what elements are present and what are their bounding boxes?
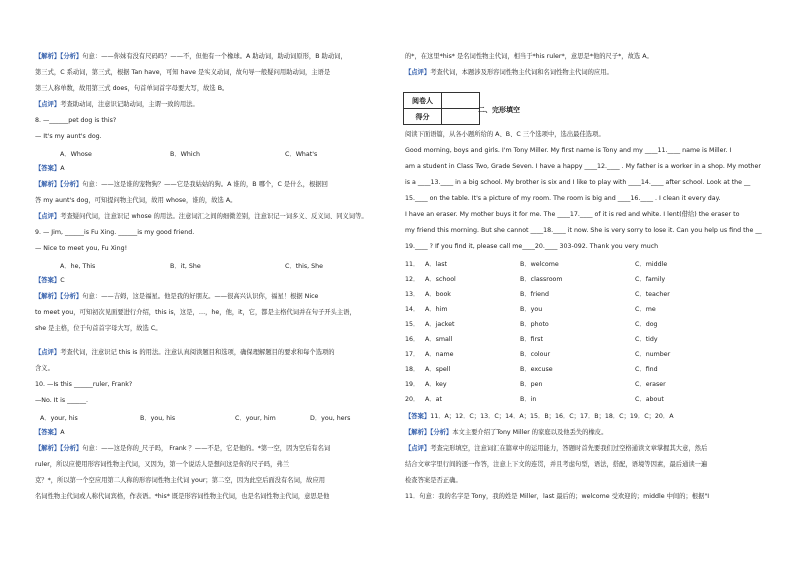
option-choice: A．name [425, 351, 454, 358]
text-line: 名词性物主代词或人称代词宾格，作表语。*his* 既是形容词性物主代词，也是名词性物主代词，意思是他 [35, 493, 330, 500]
option-choice: B．first [520, 336, 543, 343]
option-choice: C．teacher [635, 291, 670, 298]
annotation-line: 【点评】考查完形填空，注意词汇在篇章中的运用能力，答题时首先要我们过空格通读文章掌握其大意，然后 [405, 445, 708, 452]
text-line: 含义。 [35, 365, 54, 372]
label-tag: 【点评】 [405, 445, 431, 452]
annotation-line: 【解析】【分析】句意：——这是谁的宠物狗？——它是我姑姑的狗。A 谁的，B 哪个，C 是什么，根据回 [35, 181, 328, 188]
text-line: she 是主格，位于句首首字母大写，故选 C。 [35, 325, 162, 332]
annotation-line: 【答案】11．A；12．C；13．C；14．A；15．B；16．C；17．B；18．C；19．C；20．A [405, 413, 674, 420]
option-choice: A．small [425, 336, 453, 343]
option-choice: A．Whose [60, 151, 92, 158]
text-line: 9. — Jim, ______is Fu Xing. ______is my good friend. [35, 229, 195, 236]
score-label: 得分 [404, 109, 442, 125]
score-box [403, 92, 480, 125]
option-choice: B．it, She [170, 263, 201, 270]
option-choice: C．What's [285, 151, 318, 158]
option-choice: C．number [635, 351, 671, 358]
option-choice: B．welcome [520, 261, 559, 268]
left-column [0, 0, 380, 562]
text-line: am a student in Class Two, Grade Seven. I have a happy ____12.____ . My father is a worker in a shop. My mother [405, 163, 761, 170]
text-line: 10. —Is this ______ruler, Frank? [35, 381, 133, 388]
question-number: 18． [405, 366, 420, 373]
annotation-line: 【点评】考查疑问代词，注意识记 whose 的用法。注意词汇之间的细微差别，注意识记一词多义、反义词、同义词等。 [35, 213, 368, 220]
option-choice: B．colour [520, 351, 551, 358]
option-choice: A．jacket [425, 321, 455, 328]
option-choice: C．this, She [285, 263, 324, 270]
option-choice: C．tidy [635, 336, 658, 343]
annotation-line: 【答案】C [35, 277, 65, 284]
label-tag: 【点评】 [35, 213, 61, 220]
option-choice: B．you [520, 306, 543, 313]
option-choice: A．last [425, 261, 447, 268]
option-choice: C．dog [635, 321, 658, 328]
text-line: 11．句意：我的名字是 Tony，我的姓是 Miller，last 最后的；welcome 受欢迎的；middle 中间的；根据"I [405, 493, 710, 500]
annotation-line: 【点评】考查代词，注意识记 this is 的用法。注意认真阅读题目和选项，确保理解题目的要求和每个选项的 [35, 349, 335, 356]
label-tag: 【答案】 [35, 165, 61, 172]
label-tag: 【解析】【分析】 [35, 53, 83, 60]
annotation-line: 【解析】【分析】本文主要介绍了Tony Miller 的家庭以及他丢失的橡皮。 [405, 429, 608, 436]
text-line: 的*，在这里*his* 是名词性物主代词，相当于*his ruler*，意思是*他的尺子*，故选 A。 [405, 53, 653, 60]
question-number: 13． [405, 291, 420, 298]
option-choice: C．find [635, 366, 658, 373]
option-choice: B．pen [520, 381, 543, 388]
question-number: 15． [405, 321, 420, 328]
text-line: 15.____ on the table. It's a picture of my room. The room is big and ____16.____ . I clean it every day. [405, 195, 721, 202]
annotation-line: 【解析】【分析】句意：——吉姆，这是福星。他是我的好朋友。——很高兴认识你，福星！根据 Nice [35, 293, 319, 300]
text-line: 19.____ ? If you find it, please call me____20.____ 303-092. Thank you very much [405, 243, 659, 250]
text-line: my friend this morning. But she cannot ____18.____ it now. She is very sorry to lose it. Can you help us find the __ [405, 227, 762, 234]
text-line: ruler，所以应使用形容词性物主代词，又因为，第一个说话人是想问这是你的尺子吗，弗兰 [35, 461, 290, 468]
label-tag: 【解析】【分析】 [35, 293, 83, 300]
option-choice: C．me [635, 306, 656, 313]
option-choice: A．school [425, 276, 456, 283]
text-line: to meet you，可知初次见面要进行介绍，this is，这是，…，he，他，it，它，都是主格代词并在句子开头主语， [35, 309, 356, 316]
label-tag: 【答案】 [35, 277, 61, 284]
annotation-line: 【点评】考查助动词，注意识记助动词，主谓一致的用法。 [35, 101, 199, 108]
label-tag: 【点评】 [35, 101, 61, 108]
label-tag: 【解析】【分析】 [405, 429, 453, 436]
section-title: 二、完形填空 [478, 106, 520, 114]
option-choice: A．book [425, 291, 451, 298]
option-choice: A．key [425, 381, 447, 388]
option-choice: A．at [425, 396, 442, 403]
option-choice: C．your, him [235, 415, 276, 422]
label-tag: 【解析】【分析】 [35, 181, 83, 188]
question-number: 20． [405, 396, 420, 403]
option-choice: C．middle [635, 261, 668, 268]
option-choice: A．he, This [60, 263, 96, 270]
label-tag: 【解析】【分析】 [35, 445, 83, 452]
text-line: Good morning, boys and girls. I'm Tony Miller. My first name is Tony and my ____11.____ name is Miller. I [405, 147, 732, 154]
text-line: —No. It is ______. [35, 397, 89, 404]
option-choice: C．family [635, 276, 666, 283]
option-choice: B．in [520, 396, 537, 403]
option-choice: B．excuse [520, 366, 553, 373]
grader-label: 阅卷人 [404, 93, 442, 109]
option-choice: A．him [425, 306, 448, 313]
option-choice: B．you, his [140, 415, 176, 422]
option-choice: B．photo [520, 321, 549, 328]
question-number: 11． [405, 261, 420, 268]
text-line: 答 my aunt's dog，可知提问物主代词，故用 whose，谁的，故选 A。 [35, 197, 237, 204]
question-number: 19． [405, 381, 420, 388]
text-line: is a ____13.____ in a big school. My brother is six and I like to play with ____14.____ after school. Look at the __ [405, 179, 751, 186]
text-line: 第三式，C 系动词，第三式，根据 Tan have，可知 have 是实义动词，故句导一般疑问用助动词，主语是 [35, 69, 331, 76]
text-line: 检查答案是否正确。 [405, 477, 462, 484]
text-line: 结合文章字里行间的逐一作答，注意上下文的连贯，并且考虑句型，语法，搭配，语境等因素，最后通读一遍 [405, 461, 708, 468]
annotation-line: 【答案】A [35, 165, 65, 172]
option-choice: B．classroom [520, 276, 563, 283]
label-tag: 【答案】 [405, 413, 431, 420]
text-line: — Nice to meet you, Fu Xing! [35, 245, 128, 252]
option-choice: C．eraser [635, 381, 666, 388]
option-choice: A．your, his [40, 415, 78, 422]
annotation-line: 【点评】考查代词，本题涉及形容词性物主代词和名词性物主代词的应用。 [405, 69, 613, 76]
text-line: 8. —______pet dog is this? [35, 117, 117, 124]
option-choice: A．spell [425, 366, 451, 373]
text-line: I have an eraser. My mother buys it for me. The ____17.____ of it is red and white. I lent(借给) the eraser to [405, 211, 740, 218]
annotation-line: 【解析】【分析】句意：——你妹有没有尺码吗？——不，但他有一个橡球。A 助动词，助动词原形，B 助动词， [35, 53, 347, 60]
text-line: 第三人称单数，故用第三式 does，句首单词首字母要大写，故选 B。 [35, 85, 229, 92]
question-number: 16． [405, 336, 420, 343]
option-choice: B．Which [170, 151, 201, 158]
label-tag: 【答案】 [35, 429, 61, 436]
question-number: 14． [405, 306, 420, 313]
text-line: — It's my aunt's dog. [35, 133, 102, 140]
option-choice: B．friend [520, 291, 550, 298]
question-number: 17． [405, 351, 420, 358]
option-choice: C．about [635, 396, 664, 403]
label-tag: 【点评】 [405, 69, 431, 76]
question-number: 12． [405, 276, 420, 283]
right-column [400, 0, 780, 562]
option-choice: D．you, hers [310, 415, 351, 422]
label-tag: 【点评】 [35, 349, 61, 356]
annotation-line: 【解析】【分析】句意：——这是你的_尺子吗， Frank ？——不是，它是他的。*第一空，因为空后有名词 [35, 445, 331, 452]
text-line: 阅读下面语篇，从各小题所给的 A、B、C 三个选项中，选出最佳选项。 [405, 131, 605, 138]
text-line: 克？*，所以第一个空应用第二人称的形容词性物主代词 your；第二空，因为此空后面没有名词，故应用 [35, 477, 326, 484]
annotation-line: 【答案】A [35, 429, 65, 436]
